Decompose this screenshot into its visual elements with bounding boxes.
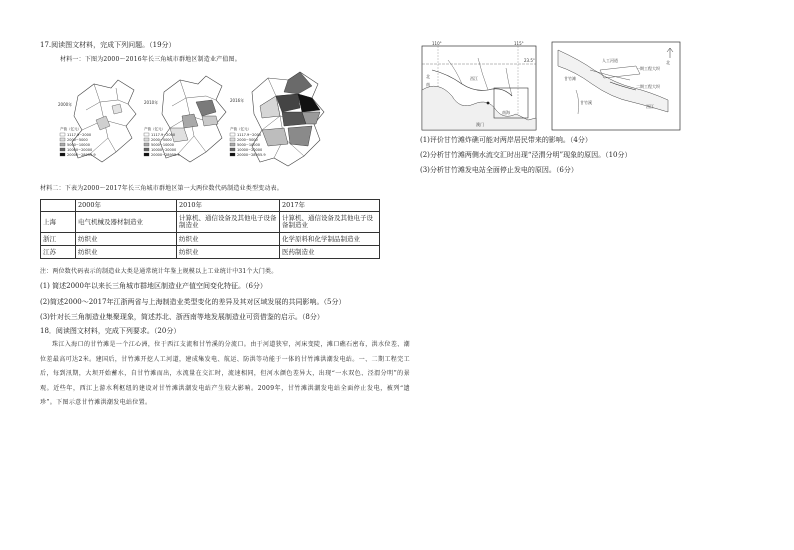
lon-label: 110° [432, 41, 442, 46]
q17-sub3: (3)针对长三角制造业集聚现象，简述苏北、浙西南等地发展制造业可资借鉴的启示。（8分） [40, 313, 324, 321]
table-cell: 电气机械及器材制造业 [76, 212, 177, 233]
production-maps [56, 66, 346, 181]
place-label: 一期工程大坝 [636, 66, 660, 71]
legend-item: 5000~10000 [67, 143, 90, 147]
map-year-label: 2000年 [58, 102, 73, 107]
q17-heading: 17.阅读图文材料，完成下列问题。（19分） [40, 41, 176, 49]
table-row [41, 246, 380, 259]
q18-sub2: (2)分析甘竹滩两侧水流交汇时出现“泾渭分明”现象的原因。（10分） [420, 151, 632, 159]
legend-title: 产值（亿元） [60, 127, 81, 131]
map-year-label: 2016年 [230, 98, 245, 103]
table-cell: 浙江 [41, 233, 76, 246]
legend-item: 2000~5000 [237, 138, 258, 142]
legend-item: 5000~10000 [151, 143, 174, 147]
table-note: 注：两位数代码表示的制造业大类是通常统计年鉴上规模以上工业统计中31个大门类。 [40, 268, 278, 275]
table-row [41, 233, 380, 246]
map-2016 [252, 72, 324, 166]
industry-table [40, 199, 380, 259]
q17-sub1: (1) 简述2000年以来长三角城市群地区制造业产值空间变化特征。（6分） [40, 282, 267, 290]
lon-label: 115° [514, 41, 524, 46]
place-label: 澳门 [476, 122, 484, 127]
table-cell: 纺织业 [177, 233, 280, 246]
map-right [550, 40, 682, 132]
table-cell: 计算机、通信设备及其他电子设备制造业 [177, 212, 280, 233]
q18-heading: 18．阅读图文材料，完成下列要求。（20分） [40, 327, 181, 335]
table-row [41, 212, 380, 233]
lat-label: 23.5° [524, 58, 535, 63]
place-label: 西江 [646, 104, 654, 109]
place-label: 人工河道 [602, 58, 618, 63]
q18-sub1: (1)评价甘竹滩炸礁可能对两岸居民带来的影响。（4分） [420, 136, 592, 144]
legend-item: 1117.9~2000 [67, 133, 92, 137]
production-maps-svg [56, 66, 346, 181]
legend-item: 2000~5000 [67, 138, 88, 142]
q17-material1-caption: 材料一：下图为2000～2016年长三角城市群地区制造业产值图。 [60, 56, 241, 63]
table-cell: 纺织业 [177, 246, 280, 259]
table-cell: 医药制造业 [280, 246, 380, 259]
legend-item: 10000~20000 [237, 148, 263, 152]
q17-material2-caption: 材料二：下表为2000～2017年长三角城市群地区第一大两位数代码制造业类型变动表。 [40, 185, 283, 192]
map-left-svg [418, 40, 540, 132]
table-cell: 计算机、通信设备及其他电子设备制造业 [280, 212, 380, 233]
table-cell: 江苏 [41, 246, 76, 259]
map-left [418, 40, 540, 132]
place-label: 甘竹滩 [564, 76, 576, 81]
place-label: 西江 [470, 76, 478, 81]
place-label: 南 [426, 82, 430, 87]
legend-title: 产值（亿元） [144, 127, 165, 131]
north-arrow-label: 北 [666, 60, 670, 65]
place-label: 北 [426, 74, 430, 79]
q18-sub3: (3)分析甘竹滩发电站全面停止发电的原因。（6分） [420, 166, 578, 174]
map-right-svg [550, 40, 682, 132]
map-year-label: 2010年 [144, 100, 159, 105]
industry-table-wrap [40, 199, 380, 259]
table-cell: 纺织业 [76, 233, 177, 246]
place-label: 甘竹溪 [580, 100, 592, 105]
legend-item: 20000~28955.9 [67, 153, 96, 157]
table-header-cell [41, 200, 76, 212]
table-cell: 上海 [41, 212, 76, 233]
legend-item: 10000~20000 [67, 148, 93, 152]
legend-title: 产值（亿元） [230, 127, 251, 131]
table-header-cell: 2000年 [76, 200, 177, 212]
legend-item: 1117.9~2000 [151, 133, 176, 137]
legend-item: 10000~20000 [151, 148, 177, 152]
legend-item: 5000~10000 [237, 143, 260, 147]
legend-item: 1117.9~2000 [237, 133, 262, 137]
place-label: 二期工程大坝 [636, 84, 660, 89]
table-cell: 纺织业 [76, 246, 177, 259]
table-cell: 化学原料和化学制品制造业 [280, 233, 380, 246]
legend-item: 20000~28955.9 [151, 153, 180, 157]
table-header-cell: 2017年 [280, 200, 380, 212]
legend-item: 2000~5000 [151, 138, 172, 142]
table-header-cell: 2010年 [177, 200, 280, 212]
place-label: 南海 [502, 110, 510, 115]
table-header-row [41, 200, 380, 212]
q18-paragraph: 珠江入海口的甘竹滩是一个江心洲，位于西江支流和甘竹溪的分流口。由于河道狭窄，河床变陡，滩口礁石密布，洪水位差、潮位差最高可达2米。建国后，甘竹滩开挖人工河道，建成集发电、航运、防洪等功能于一体的甘竹滩洪潮发电站。一、二期工程完工后，每到汛期，大坝开始蓄水，自甘竹滩而出，水流量在交汇时，流速相同，但河水颜色差异大，出现“一水双色、泾渭分明”的景观。近些年，西江上游水利枢纽的建设对甘竹滩洪潮发电站产生较大影响。2009年，甘竹滩洪潮发电站全面停止发电，被列“遗珍”。下图示意甘竹滩洪潮发电站位置。 [40, 341, 410, 406]
q17-sub2: (2)简述2000～2017年江浙两省与上海制造业类型变化的差异及其对区域发展的共同影响。（5分） [40, 298, 346, 306]
legend-item: 20000~28955.9 [237, 153, 266, 157]
